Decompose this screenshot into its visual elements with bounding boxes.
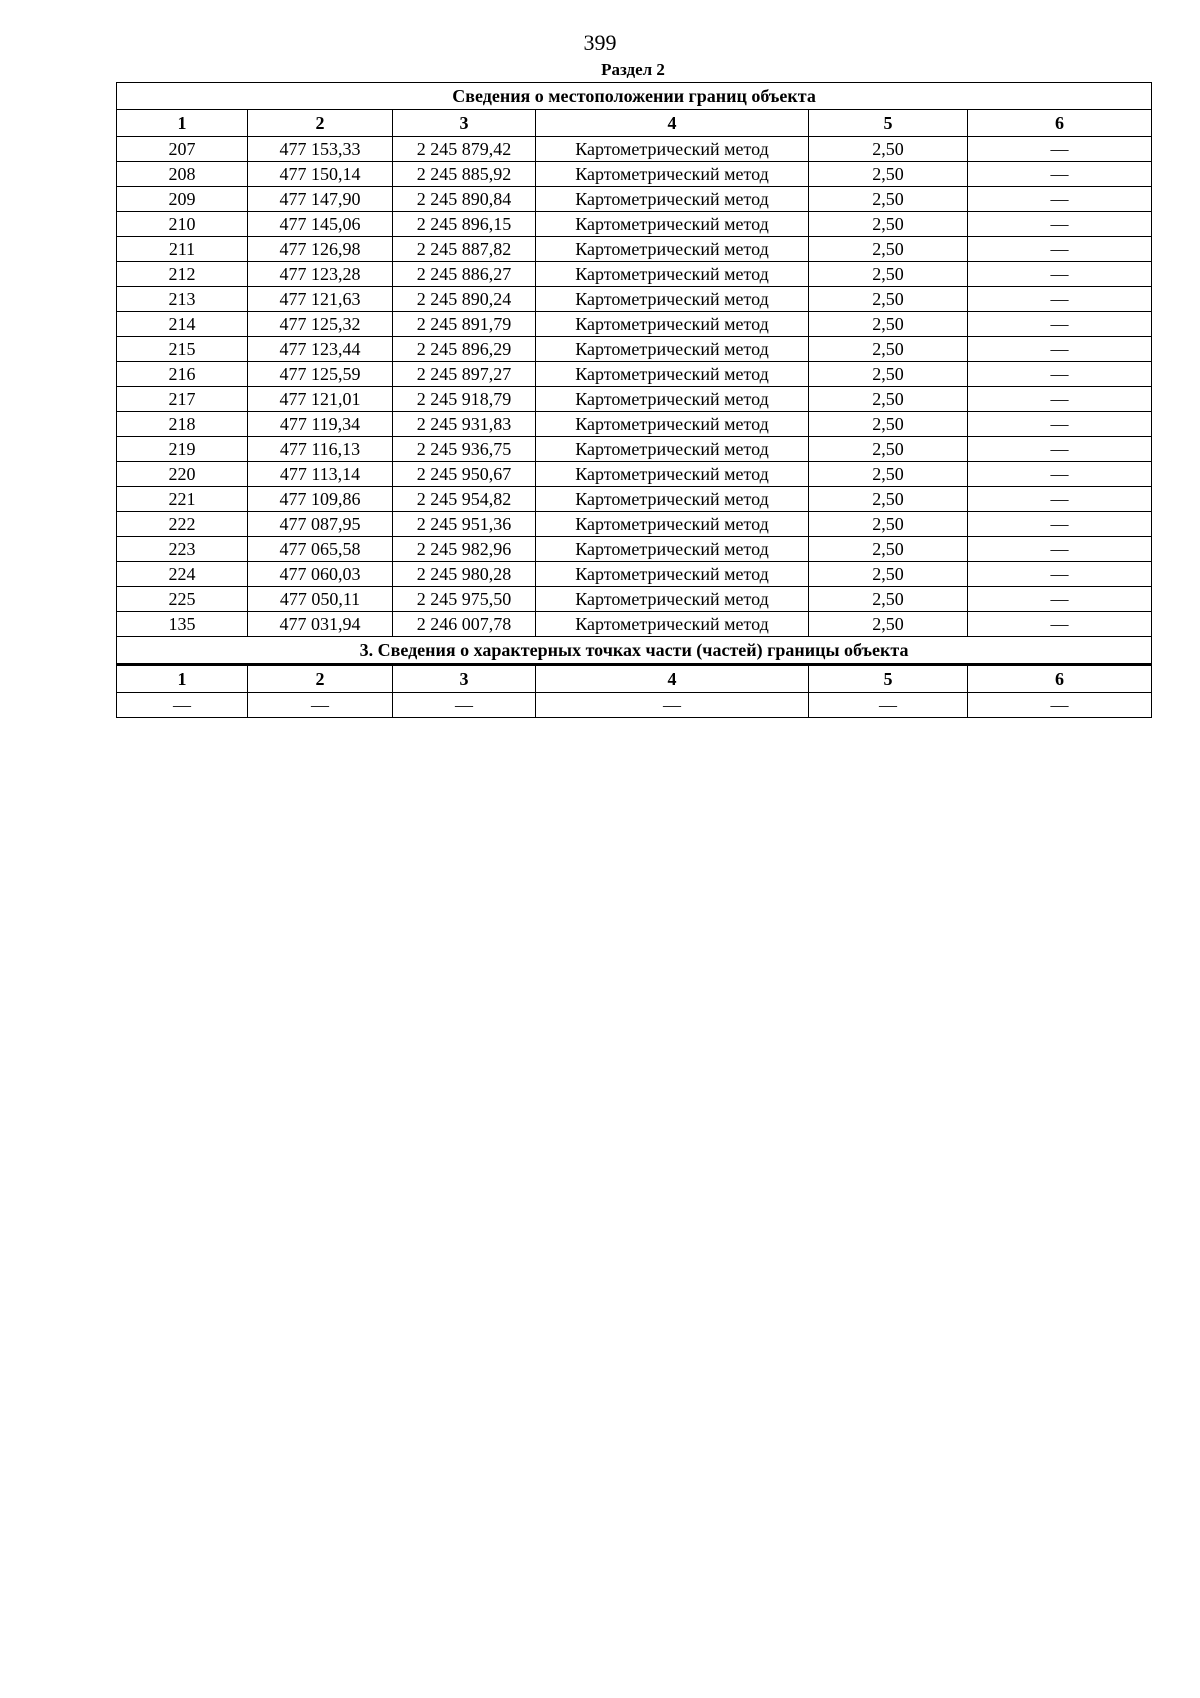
table-cell: 2,50 xyxy=(809,237,968,262)
column-header: 6 xyxy=(968,665,1152,693)
table-cell: 477 125,59 xyxy=(248,362,393,387)
table-cell: — xyxy=(968,337,1152,362)
table-cell: Картометрический метод xyxy=(536,562,809,587)
table-cell: 215 xyxy=(117,337,248,362)
table-cell: 209 xyxy=(117,187,248,212)
table-cell: — xyxy=(968,137,1152,162)
table-row xyxy=(117,487,1152,512)
table-cell: Картометрический метод xyxy=(536,387,809,412)
table-cell: 2,50 xyxy=(809,262,968,287)
table-cell: 477 125,32 xyxy=(248,312,393,337)
table-cell: — xyxy=(968,437,1152,462)
table-cell: 2 245 980,28 xyxy=(393,562,536,587)
table-cell: 2,50 xyxy=(809,362,968,387)
table-cell: Картометрический метод xyxy=(536,537,809,562)
table-cell: 477 123,44 xyxy=(248,337,393,362)
table-cell: 477 153,33 xyxy=(248,137,393,162)
boundary-table xyxy=(116,82,1152,718)
table-cell: Картометрический метод xyxy=(536,312,809,337)
column-header: 5 xyxy=(809,110,968,137)
table-cell: — xyxy=(968,187,1152,212)
column-header: 4 xyxy=(536,665,809,693)
table-cell: 2 245 931,83 xyxy=(393,412,536,437)
table-cell: 2 245 886,27 xyxy=(393,262,536,287)
page-number: 399 xyxy=(583,30,617,55)
part-column-header-row xyxy=(117,665,1152,693)
table-cell: 2,50 xyxy=(809,512,968,537)
table-row xyxy=(117,387,1152,412)
table-cell: 2,50 xyxy=(809,337,968,362)
table-cell: 213 xyxy=(117,287,248,312)
table-cell: 2 245 896,15 xyxy=(393,212,536,237)
table-cell: 2,50 xyxy=(809,612,968,637)
table-row xyxy=(117,462,1152,487)
table-cell: 477 060,03 xyxy=(248,562,393,587)
table-cell: 207 xyxy=(117,137,248,162)
table-cell: 2,50 xyxy=(809,537,968,562)
table-cell: 477 087,95 xyxy=(248,512,393,537)
table-row xyxy=(117,512,1152,537)
table-cell: 214 xyxy=(117,312,248,337)
table-cell: Картометрический метод xyxy=(536,162,809,187)
table-cell: 477 050,11 xyxy=(248,587,393,612)
part-table-row xyxy=(117,693,1152,718)
table-cell: — xyxy=(968,262,1152,287)
table-cell: 2 245 982,96 xyxy=(393,537,536,562)
table-cell: 2 245 951,36 xyxy=(393,512,536,537)
table-cell: 217 xyxy=(117,387,248,412)
table-cell: — xyxy=(968,162,1152,187)
table-cell: 477 065,58 xyxy=(248,537,393,562)
table-cell: 223 xyxy=(117,537,248,562)
table-cell: Картометрический метод xyxy=(536,512,809,537)
table-cell: 2,50 xyxy=(809,412,968,437)
table-cell: 477 147,90 xyxy=(248,187,393,212)
column-header: 2 xyxy=(248,665,393,693)
table-cell: — xyxy=(968,287,1152,312)
table-cell: Картометрический метод xyxy=(536,437,809,462)
table-cell: 477 109,86 xyxy=(248,487,393,512)
table-cell: — xyxy=(393,693,536,718)
table-cell: Картометрический метод xyxy=(536,612,809,637)
table-row xyxy=(117,337,1152,362)
table-cell: Картометрический метод xyxy=(536,412,809,437)
table-cell: 2,50 xyxy=(809,462,968,487)
table-cell: 2,50 xyxy=(809,387,968,412)
table-cell: Картометрический метод xyxy=(536,187,809,212)
table-cell: — xyxy=(968,462,1152,487)
column-header: 3 xyxy=(393,110,536,137)
table-cell: 2 245 975,50 xyxy=(393,587,536,612)
column-header: 4 xyxy=(536,110,809,137)
table-cell: Картометрический метод xyxy=(536,262,809,287)
section-title: Раздел 2 xyxy=(601,60,665,79)
table-cell: — xyxy=(809,693,968,718)
table-cell: 2 245 896,29 xyxy=(393,337,536,362)
table-cell: — xyxy=(968,362,1152,387)
table-row xyxy=(117,437,1152,462)
table-cell: 2,50 xyxy=(809,137,968,162)
table-cell: 477 121,63 xyxy=(248,287,393,312)
table-cell: Картометрический метод xyxy=(536,287,809,312)
table-cell: 216 xyxy=(117,362,248,387)
table-row xyxy=(117,412,1152,437)
table-row xyxy=(117,237,1152,262)
table-cell: Картометрический метод xyxy=(536,487,809,512)
table-cell: 477 121,01 xyxy=(248,387,393,412)
table-cell: — xyxy=(968,693,1152,718)
table-cell: 2,50 xyxy=(809,487,968,512)
table-cell: 2,50 xyxy=(809,587,968,612)
table-cell: 218 xyxy=(117,412,248,437)
table-cell: 2 245 954,82 xyxy=(393,487,536,512)
table-cell: — xyxy=(248,693,393,718)
table-row xyxy=(117,137,1152,162)
table-row xyxy=(117,537,1152,562)
table-cell: 2 245 891,79 xyxy=(393,312,536,337)
column-header: 1 xyxy=(117,110,248,137)
table-cell: — xyxy=(968,412,1152,437)
table-cell: 225 xyxy=(117,587,248,612)
column-header: 5 xyxy=(809,665,968,693)
table-title-row xyxy=(117,83,1152,110)
table-cell: 2 245 950,67 xyxy=(393,462,536,487)
table-cell: 2 245 890,24 xyxy=(393,287,536,312)
table-row xyxy=(117,362,1152,387)
table-row xyxy=(117,587,1152,612)
part-section-title: 3. Сведения о характерных точках части (частей) границы объекта xyxy=(117,637,1152,665)
column-header: 1 xyxy=(117,665,248,693)
table-cell: — xyxy=(968,212,1152,237)
table-row xyxy=(117,262,1152,287)
table-cell: Картометрический метод xyxy=(536,137,809,162)
table-cell: 2,50 xyxy=(809,212,968,237)
table-cell: 2,50 xyxy=(809,162,968,187)
table-cell: — xyxy=(117,693,248,718)
column-header: 2 xyxy=(248,110,393,137)
table-cell: 2,50 xyxy=(809,187,968,212)
table-cell: 477 031,94 xyxy=(248,612,393,637)
column-header-row xyxy=(117,110,1152,137)
table-cell: — xyxy=(968,537,1152,562)
table-cell: 477 123,28 xyxy=(248,262,393,287)
table-cell: Картометрический метод xyxy=(536,212,809,237)
table-cell: 2 245 879,42 xyxy=(393,137,536,162)
table-cell: — xyxy=(968,587,1152,612)
table-cell: 2 245 936,75 xyxy=(393,437,536,462)
table-cell: 220 xyxy=(117,462,248,487)
table-row xyxy=(117,287,1152,312)
table-cell: — xyxy=(968,312,1152,337)
table-row xyxy=(117,212,1152,237)
table-cell: 2 245 885,92 xyxy=(393,162,536,187)
table-cell: — xyxy=(968,487,1152,512)
table-cell: — xyxy=(968,387,1152,412)
column-header: 6 xyxy=(968,110,1152,137)
table-cell: Картометрический метод xyxy=(536,337,809,362)
table-cell: — xyxy=(968,237,1152,262)
table-cell: 2 246 007,78 xyxy=(393,612,536,637)
table-cell: 2,50 xyxy=(809,287,968,312)
table-cell: 477 116,13 xyxy=(248,437,393,462)
table-cell: 2,50 xyxy=(809,312,968,337)
table-cell: Картометрический метод xyxy=(536,237,809,262)
table-cell: — xyxy=(968,612,1152,637)
table-cell: 210 xyxy=(117,212,248,237)
table-cell: 221 xyxy=(117,487,248,512)
table-cell: 477 145,06 xyxy=(248,212,393,237)
table-cell: 2 245 918,79 xyxy=(393,387,536,412)
table-cell: 219 xyxy=(117,437,248,462)
table-cell: 211 xyxy=(117,237,248,262)
table-cell: 2 245 887,82 xyxy=(393,237,536,262)
table-row xyxy=(117,562,1152,587)
table-row xyxy=(117,162,1152,187)
table-cell: 222 xyxy=(117,512,248,537)
table-cell: Картометрический метод xyxy=(536,462,809,487)
table-cell: 2,50 xyxy=(809,437,968,462)
table-cell: 2 245 897,27 xyxy=(393,362,536,387)
table-cell: Картометрический метод xyxy=(536,362,809,387)
column-header: 3 xyxy=(393,665,536,693)
table-cell: — xyxy=(968,562,1152,587)
table-cell: 477 113,14 xyxy=(248,462,393,487)
table-cell: — xyxy=(536,693,809,718)
table-cell: 208 xyxy=(117,162,248,187)
part-section-title-row xyxy=(117,637,1152,665)
table-cell: 224 xyxy=(117,562,248,587)
table-cell: — xyxy=(968,512,1152,537)
table-cell: 477 126,98 xyxy=(248,237,393,262)
table-cell: 477 119,34 xyxy=(248,412,393,437)
table-row xyxy=(117,612,1152,637)
table-cell: 212 xyxy=(117,262,248,287)
table-cell: Картометрический метод xyxy=(536,587,809,612)
table-row xyxy=(117,187,1152,212)
table-cell: 2 245 890,84 xyxy=(393,187,536,212)
table-title: Сведения о местоположении границ объекта xyxy=(117,83,1152,110)
table-cell: 135 xyxy=(117,612,248,637)
table-cell: 477 150,14 xyxy=(248,162,393,187)
table-cell: 2,50 xyxy=(809,562,968,587)
table-row xyxy=(117,312,1152,337)
